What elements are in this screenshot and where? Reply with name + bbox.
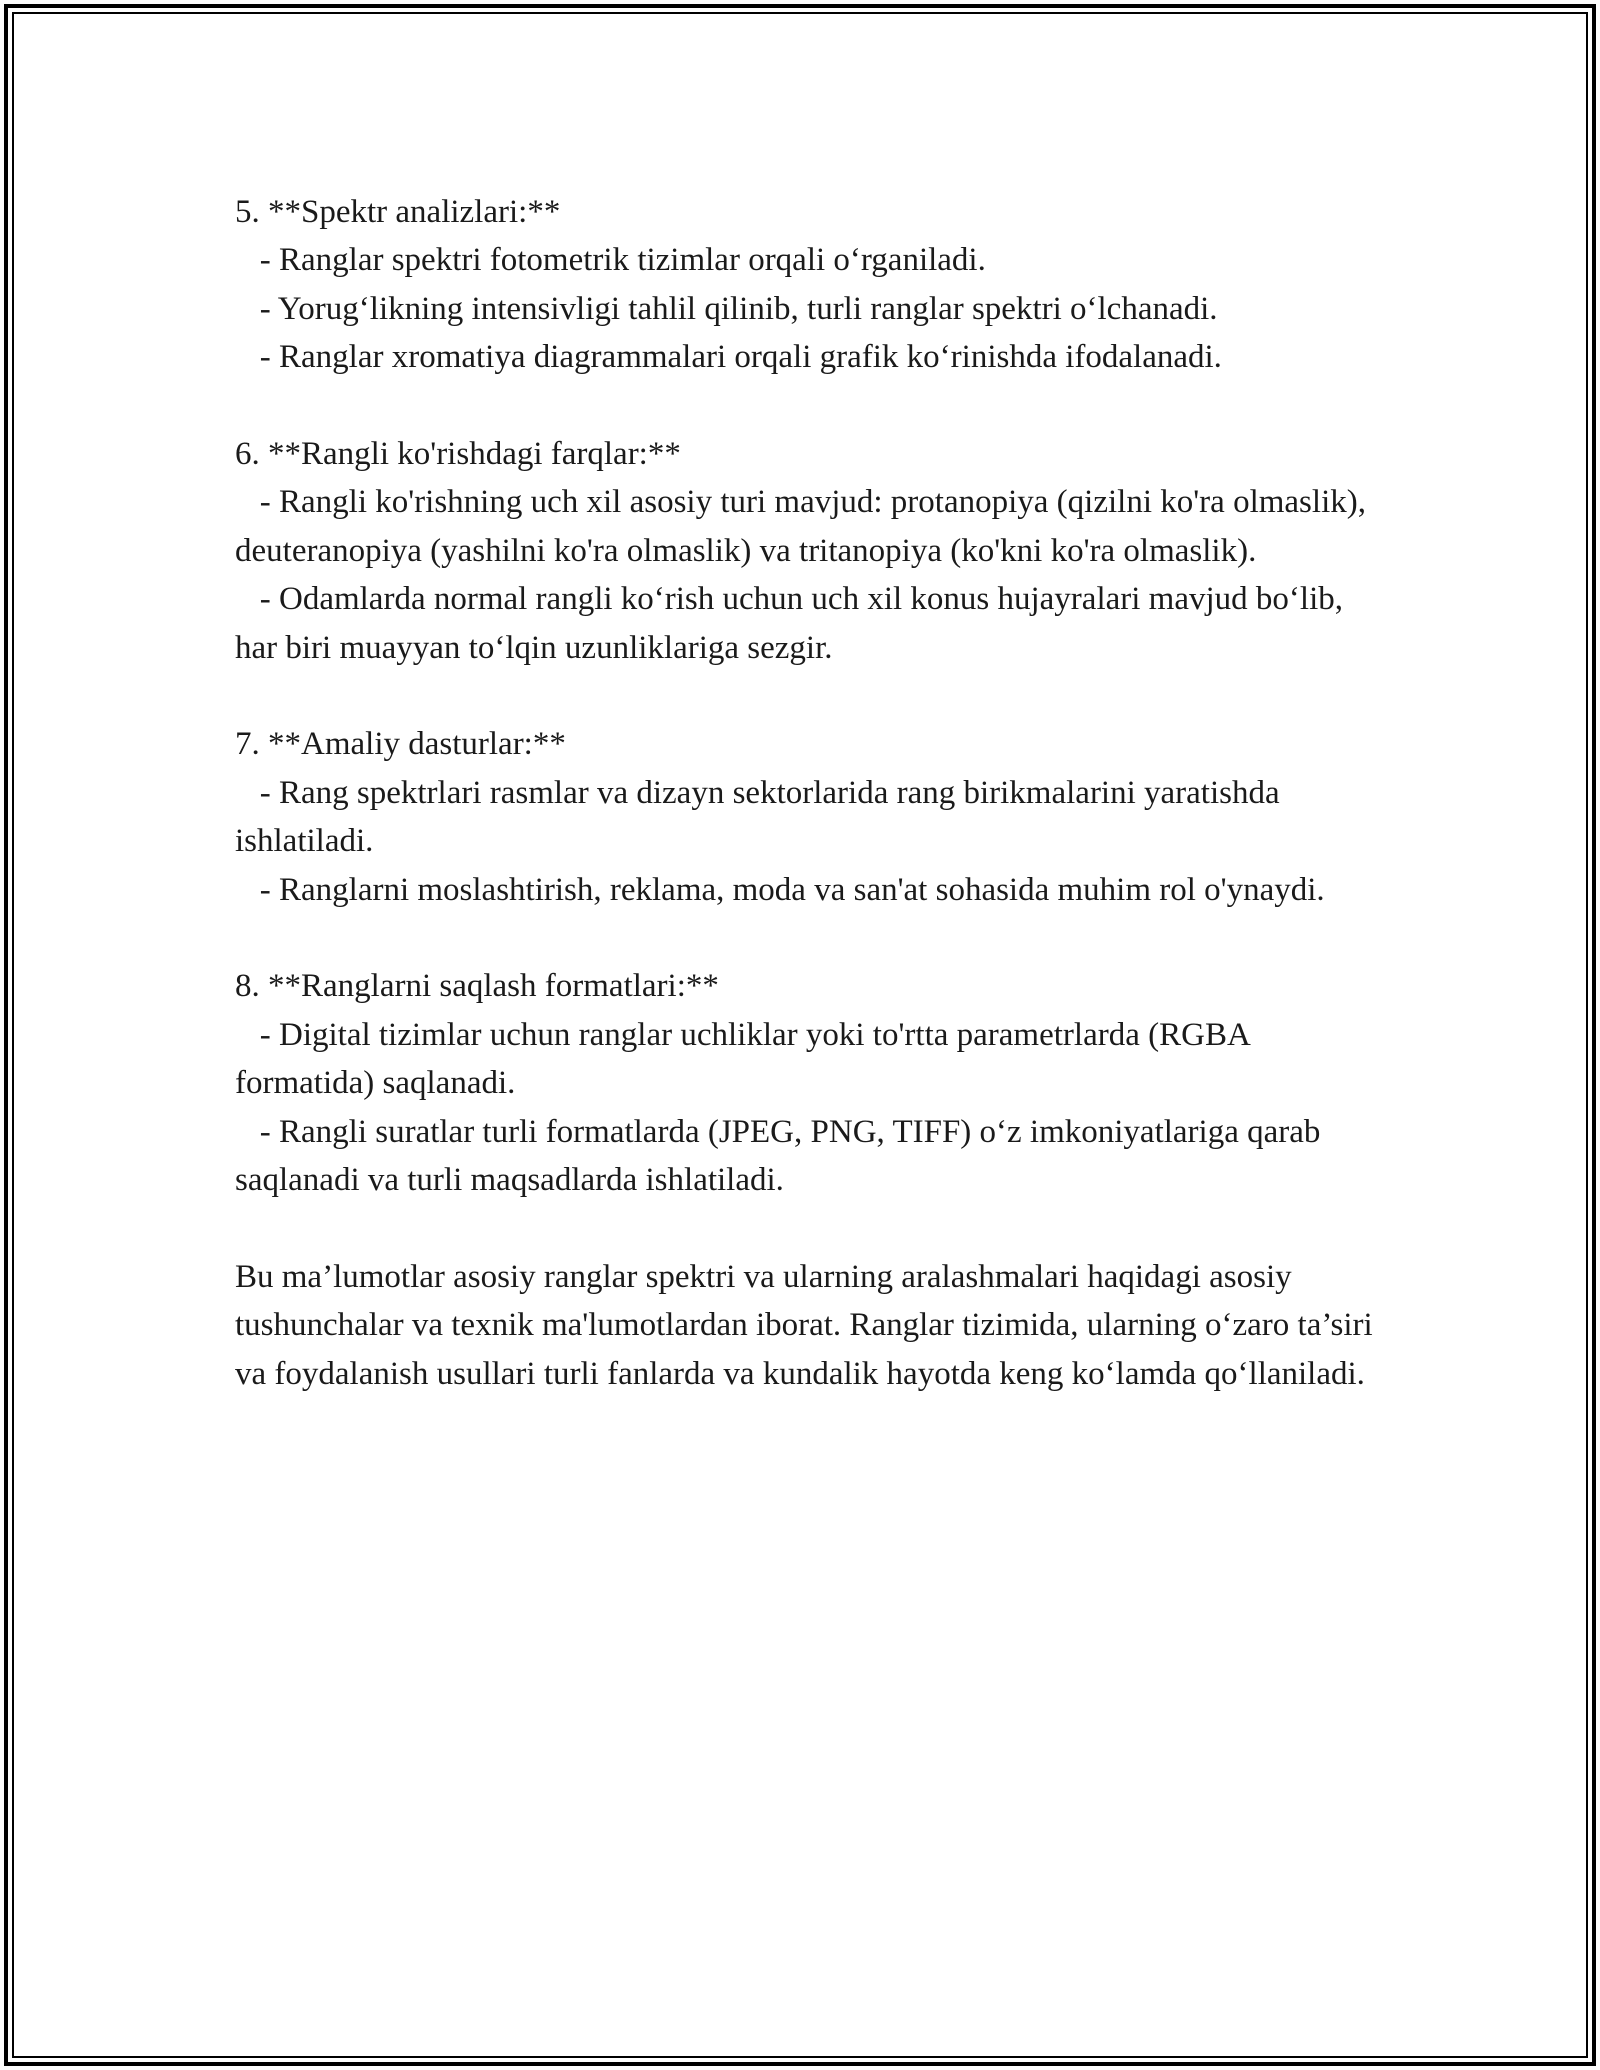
- list-item: - Ranglar spektri fotometrik tizimlar orqali o‘rganiladi.: [235, 242, 986, 279]
- section-heading: 8. **Ranglarni saqlash formatlari:**: [235, 968, 719, 1005]
- section-heading: 6. **Rangli ko'rishdagi farqlar:**: [235, 436, 681, 473]
- section-ranglarni-saqlash-formatlari: [235, 962, 1380, 1204]
- list-item: - Rangli ko'rishning uch xil asosiy turi mavjud: protanopiya (qizilni ko'ra olmaslik), deuteranopiya (yashilni ko'ra olmaslik) va tritanopiya (ko'kni ko'ra olmaslik).: [235, 484, 1375, 569]
- list-item: - Yorug‘likning intensivligi tahlil qilinib, turli ranglar spektri o‘lchanadi.: [235, 290, 1218, 327]
- list-item: - Digital tizimlar uchun ranglar uchliklar yoki to'rtta parametrlarda (RGBA formatida) saqlanadi.: [235, 1016, 1258, 1102]
- section-spektr-analizlari: [235, 188, 1380, 382]
- list-item: - Rang spektrlari rasmlar va dizayn sektorlarida rang birikmalarini yaratishda ishlatiladi.: [235, 774, 1288, 860]
- list-item: - Rangli suratlar turli formatlarda (JPEG, PNG, TIFF) o‘z imkoniyatlariga qarab saqlanadi va turli maqsadlarda ishlatiladi.: [235, 1113, 1329, 1199]
- list-item: - Ranglar xromatiya diagrammalari orqali grafik ko‘rinishda ifodalanadi.: [235, 339, 1222, 376]
- closing-paragraph: Bu ma’lumotlar asosiy ranglar spektri va ularning aralashmalari haqidagi asosiy tushunchalar va texnik ma'lumotlardan iborat. Ranglar tizimida, ularning o‘zaro ta’siri va foydalanish usullari turli fanlarda va kundalik hayotda keng ko‘lamda qo‘llaniladi.: [235, 1258, 1381, 1392]
- section-heading: 5. **Spektr analizlari:**: [235, 194, 561, 230]
- list-item: - Ranglarni moslashtirish, reklama, moda va san'at sohasida muhim rol o'ynaydi.: [235, 871, 1325, 908]
- document-body: [235, 188, 1380, 1398]
- list-item: - Odamlarda normal rangli ko‘rish uchun uch xil konus hujayralari mavjud bo‘lib, har biri muayyan to‘lqin uzunliklariga sezgir.: [235, 581, 1352, 666]
- section-heading: 7. **Amaliy dasturlar:**: [235, 726, 566, 763]
- section-amaliy-dasturlar: [235, 720, 1380, 914]
- section-rangli-korishdagi-farqlar: [235, 430, 1380, 672]
